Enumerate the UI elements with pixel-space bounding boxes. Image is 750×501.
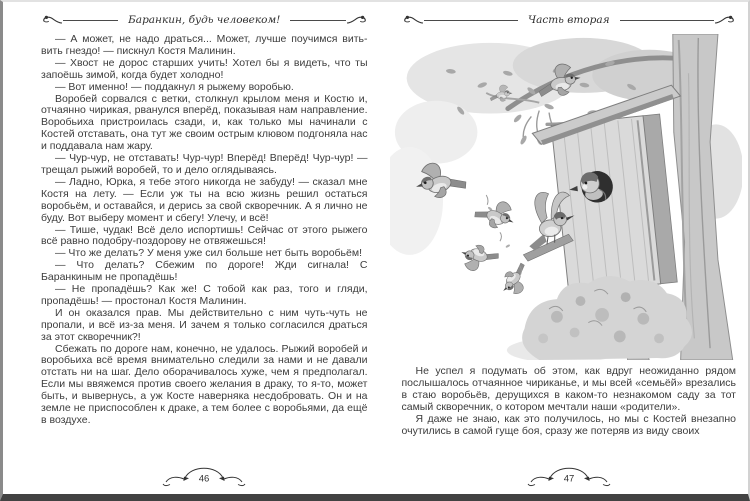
page-footer-left [41, 460, 368, 490]
page-footer-right [402, 460, 737, 490]
running-head-left [41, 12, 368, 27]
page-number: 46 [198, 473, 210, 485]
paragraph: И он оказался прав. Мы действительно с ним чуть-чуть не пропали, и всё из-за меня. И зачем я только согласился драться за этот скворечник?! [41, 306, 368, 343]
illustration-birds-birdhouse [390, 34, 743, 360]
paragraph: — А может, не надо драться... Может, лучше поучимся вить-вить гнездо! — пискнул Костя Малинин. [41, 33, 368, 57]
paragraph: — Хвост не дорос старших учить! Хотел бы я видеть, что ты запоёшь зимой, когда будет холодно! [41, 56, 368, 81]
page-right [376, 2, 749, 494]
header-flourish-icon [41, 14, 63, 26]
paragraph: Я даже не знаю, как это получилось, но мы с Костей внезапно очутились в самой гуще боя, сразу же потеряв из виду своих [401, 412, 736, 437]
running-head-right [402, 12, 737, 27]
page-body-right [402, 366, 737, 437]
header-rule [290, 20, 345, 21]
birds-birdhouse-drawing-icon [390, 34, 743, 360]
paragraph: — Что делать? Сбежим по дороге! Жди сигнала! С Баранкиным не пропадёшь! [41, 259, 368, 284]
paragraph: Сбежать по дороге нам, конечно, не удалось. Рыжий воробей и воробьиха всё время внимательно следили за нами и не давали отстать ни на шаг. Дело оборачивалось хуже, чем я предполагал. Если мы ввяжемся против своего желания в драку, то я-то, может быть, и вывернусь, а уж Косте наверняка несдобровать. Он и на земле не приспособлен к драке, а тем более с воробьями, да ещё в воздухе. [41, 342, 368, 426]
paragraph: — Чур-чур, не отставать! Чур-чур! Вперёд! Вперёд! Чур-чур! — трещал рыжий воробей, то и дело оглядываясь. [41, 152, 368, 176]
paragraph: — Вот именно! — поддакнул я рыжему воробью. [55, 80, 294, 93]
paragraph: — Ладно, Юрка, я тебе этого никогда не забуду! — сказал мне Костя на лету. — Если уж ты на всю жизнь решил остаться воробьём, и оставайся, и дерись за свой скворечник. А я лично не буду. Вот выберу момент и сбегу! Улечу, и всё! [41, 175, 368, 224]
page-number-ornament-icon [162, 462, 246, 490]
header-flourish-icon [714, 14, 736, 26]
page-body-left [41, 34, 368, 460]
paragraph: Воробей сорвался с ветки, столкнул крылом меня и Костю и, отчаянно чирикая, рванулся вперёд, показывая нам направление. Воробьиха пристроилась сзади, и, как только мы начинали с Костей отставать, она тут же своим острым клювом подгоняла нас и поддавала нам жару. [41, 92, 368, 153]
header-flourish-icon [402, 14, 424, 26]
page-number: 47 [563, 473, 575, 485]
paragraph: — Не пропадёшь? Как же! С тобой как раз, того и гляди, пропадёшь! — простонал Костя Малинин. [41, 283, 368, 307]
page-left [3, 2, 376, 494]
paragraph: — Тише, чудак! Всё дело испортишь! Сейчас от этого рыжего всё равно подобру-поздорову не отвяжешься! [41, 223, 368, 248]
page-title-left: Баранкин, будь человеком! [128, 13, 281, 26]
page-number-ornament-icon [527, 462, 611, 490]
paragraph: — Что же делать? У меня уже сил больше нет быть воробьём! [55, 247, 363, 260]
header-flourish-icon [346, 14, 368, 26]
header-rule [620, 20, 714, 21]
paragraph: Не успел я подумать об этом, как вдруг неожиданно рядом послышалось отчаянное чириканье, и мы всей «семьёй» врезались в стаю воробьёв, дерущихся в каком-то незнакомом саду за тот самый скворечник, о котором мечтали наши «родители». [401, 365, 736, 413]
header-rule [424, 20, 518, 21]
header-rule [63, 20, 118, 21]
page-title-right: Часть вторая [527, 13, 610, 26]
